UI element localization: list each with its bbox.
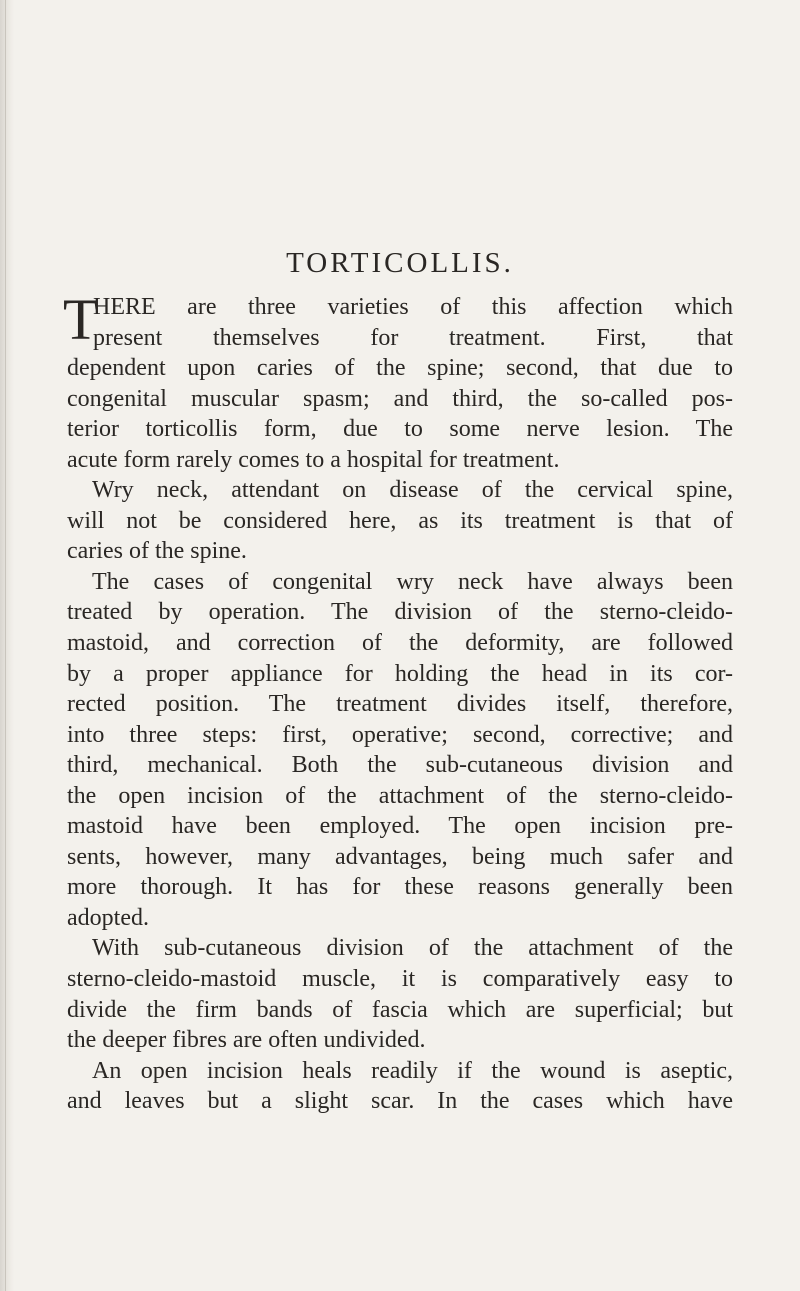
text-line-24: divide the firm bands of fascia which are superficial; but bbox=[67, 996, 733, 1023]
text-line-27: and leaves but a slight scar. In the cases which have bbox=[67, 1088, 733, 1115]
text-line-9: caries of the spine. bbox=[67, 538, 247, 565]
page-binding-line bbox=[5, 0, 6, 1291]
text-line-10: The cases of congenital wry neck have always been bbox=[92, 568, 733, 595]
page-title: TORTICOLLIS. bbox=[286, 247, 514, 279]
text-line-5: terior torticollis form, due to some nerve lesion. The bbox=[67, 416, 733, 443]
text-line-7: Wry neck, attendant on disease of the cervical spine, bbox=[92, 477, 733, 504]
text-line-2: present themselves for treatment. First, that bbox=[93, 324, 733, 351]
text-line-14: rected position. The treatment divides itself, therefore, bbox=[67, 691, 733, 718]
text-line-20: more thorough. It has for these reasons generally been bbox=[67, 874, 733, 901]
body-text bbox=[63, 287, 733, 1117]
text-line-18: mastoid have been employed. The open incision pre- bbox=[67, 813, 733, 840]
text-line-4: congenital muscular spasm; and third, the so-called pos- bbox=[67, 385, 733, 412]
line-text: HERE are three varieties of this affection which bbox=[93, 294, 733, 320]
page-edge-shadow bbox=[0, 0, 14, 1291]
text-line-22: With sub-cutaneous division of the attachment of the bbox=[92, 935, 733, 962]
drop-cap: T bbox=[63, 287, 99, 352]
text-line-19: sents, however, many advantages, being much safer and bbox=[67, 843, 733, 870]
text-line-26: An open incision heals readily if the wound is aseptic, bbox=[92, 1057, 733, 1084]
text-line-12: mastoid, and correction of the deformity, are followed bbox=[67, 630, 733, 657]
text-line-6: acute form rarely comes to a hospital for treatment. bbox=[67, 446, 560, 473]
text-line-23: sterno-cleido-mastoid muscle, it is comparatively easy to bbox=[67, 966, 733, 993]
text-line-16: third, mechanical. Both the sub-cutaneous division and bbox=[67, 752, 733, 779]
text-line-8: will not be considered here, as its treatment is that of bbox=[67, 507, 733, 534]
text-line-11: treated by operation. The division of the sterno-cleido- bbox=[67, 599, 733, 626]
text-line-17: the open incision of the attachment of the sterno-cleido- bbox=[67, 782, 733, 809]
text-line-25: the deeper fibres are often undivided. bbox=[67, 1027, 426, 1054]
text-line-3: dependent upon caries of the spine; second, that due to bbox=[67, 355, 733, 382]
text-line-15: into three steps: first, operative; second, corrective; and bbox=[67, 721, 733, 748]
text-line-21: adopted. bbox=[67, 904, 149, 931]
text-line-13: by a proper appliance for holding the head in its cor- bbox=[67, 660, 733, 687]
